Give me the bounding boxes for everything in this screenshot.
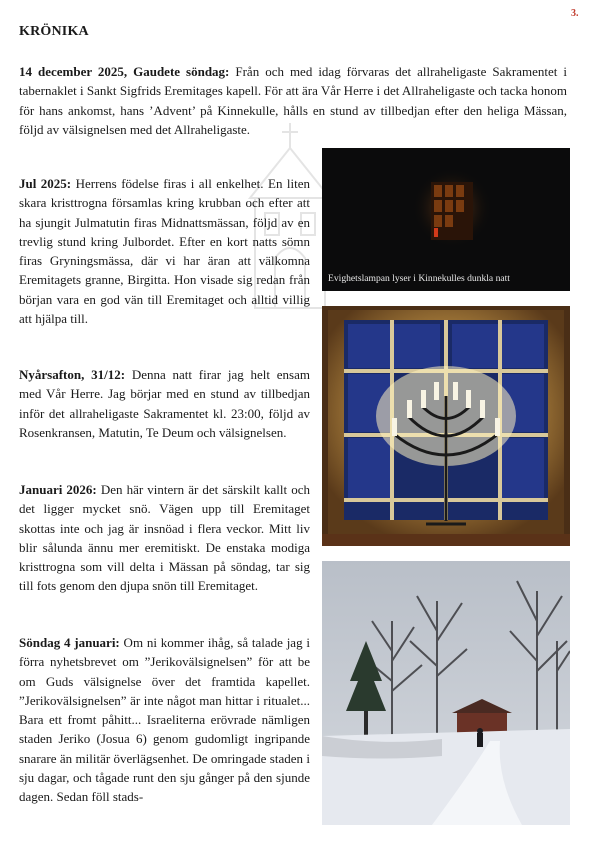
nyarsafton-paragraph bbox=[19, 365, 310, 442]
intro-date-label: 14 december 2025, Gaudete söndag: bbox=[19, 64, 230, 79]
night-window-photo bbox=[322, 148, 570, 291]
night-photo-caption: Evighetslampan lyser i Kinnekulles dunkla natt bbox=[328, 273, 510, 284]
nyarsafton-text: Denna natt firar jag helt ensam med Vår Herre. Jag börjar med en stund av tillbedjan inför det allraheligaste Sakramentet kl. 23:00, följd av Rosenkransen, Matutin, Te Deum och välsignelsen. bbox=[19, 367, 310, 440]
page-number: 3. bbox=[571, 8, 579, 19]
jul-text: Herrens födelse firas i all enkelhet. En liten skara kristtrogna församlas kring krubban och efter att ha sjungit Julmatutin firas Midnattsmässan, följd av en trevlig stund kring Julbordet. Efter en kort natts sömn firas Gryningsmässa, där vi har äran att välkomna Eremitagets granne, Birgitta. Hon visade sig redan från början vara en god vän till Eremitaget och alltid villig att hjälpa till. bbox=[19, 176, 310, 327]
candelabra-window-photo bbox=[322, 306, 570, 546]
sondag-paragraph bbox=[19, 633, 310, 807]
nyarsafton-date-label: Nyårsafton, 31/12: bbox=[19, 367, 126, 382]
snowy-path-photo bbox=[322, 561, 570, 825]
januari-date-label: Januari 2026: bbox=[19, 482, 97, 497]
sondag-text: Om ni kommer ihåg, så talade jag i förra nyhetsbrevet om ”Jerikovälsignelsen” för att be om Guds välsignelse över det framtida kapellet. ”Jerikovälsignelsen” är inte något man hittar i ritualet... Bara ett fromt påhitt... Israeliterna erövrade nämligen staden Jeriko (Josua 6) genom gudomligt ingripande snarare än militär överlägsenhet. De omringade staden i sju dagar, och tågade runt den sju gånger på den sjunde dagen. Sedan föll stads- bbox=[19, 635, 310, 805]
intro-text: Från och med idag förvaras det allraheligaste Sakramentet i tabernaklet i Sankt Sigfrids Eremitages kapell. För att ära Vår Herre i det Allraheligaste och tacka honom för hans ankomst, hans ’Advent’ på Kinnekulle, hålls en stund av tillbedjan efter den heliga Mässan, följd av välsignelsen med det Allraheligaste. bbox=[19, 64, 567, 137]
januari-paragraph bbox=[19, 480, 310, 596]
januari-text: Den här vintern är det särskilt kallt och det ligger mycket snö. Vägen upp till Eremitaget skottas inte och jag är insnöad i flera veckor. Mitt liv blir sålunda ännu mer eremitiskt. De enstaka modiga kristtrogna som vill delta i Mässan på söndag, tar sig till fots genom den djupa snön till Eremitaget. bbox=[19, 482, 310, 594]
sondag-date-label: Söndag 4 januari: bbox=[19, 635, 120, 650]
page-title: KRÖNIKA bbox=[19, 24, 89, 39]
intro-paragraph bbox=[19, 62, 567, 139]
jul-paragraph bbox=[19, 174, 310, 328]
jul-date-label: Jul 2025: bbox=[19, 176, 72, 191]
